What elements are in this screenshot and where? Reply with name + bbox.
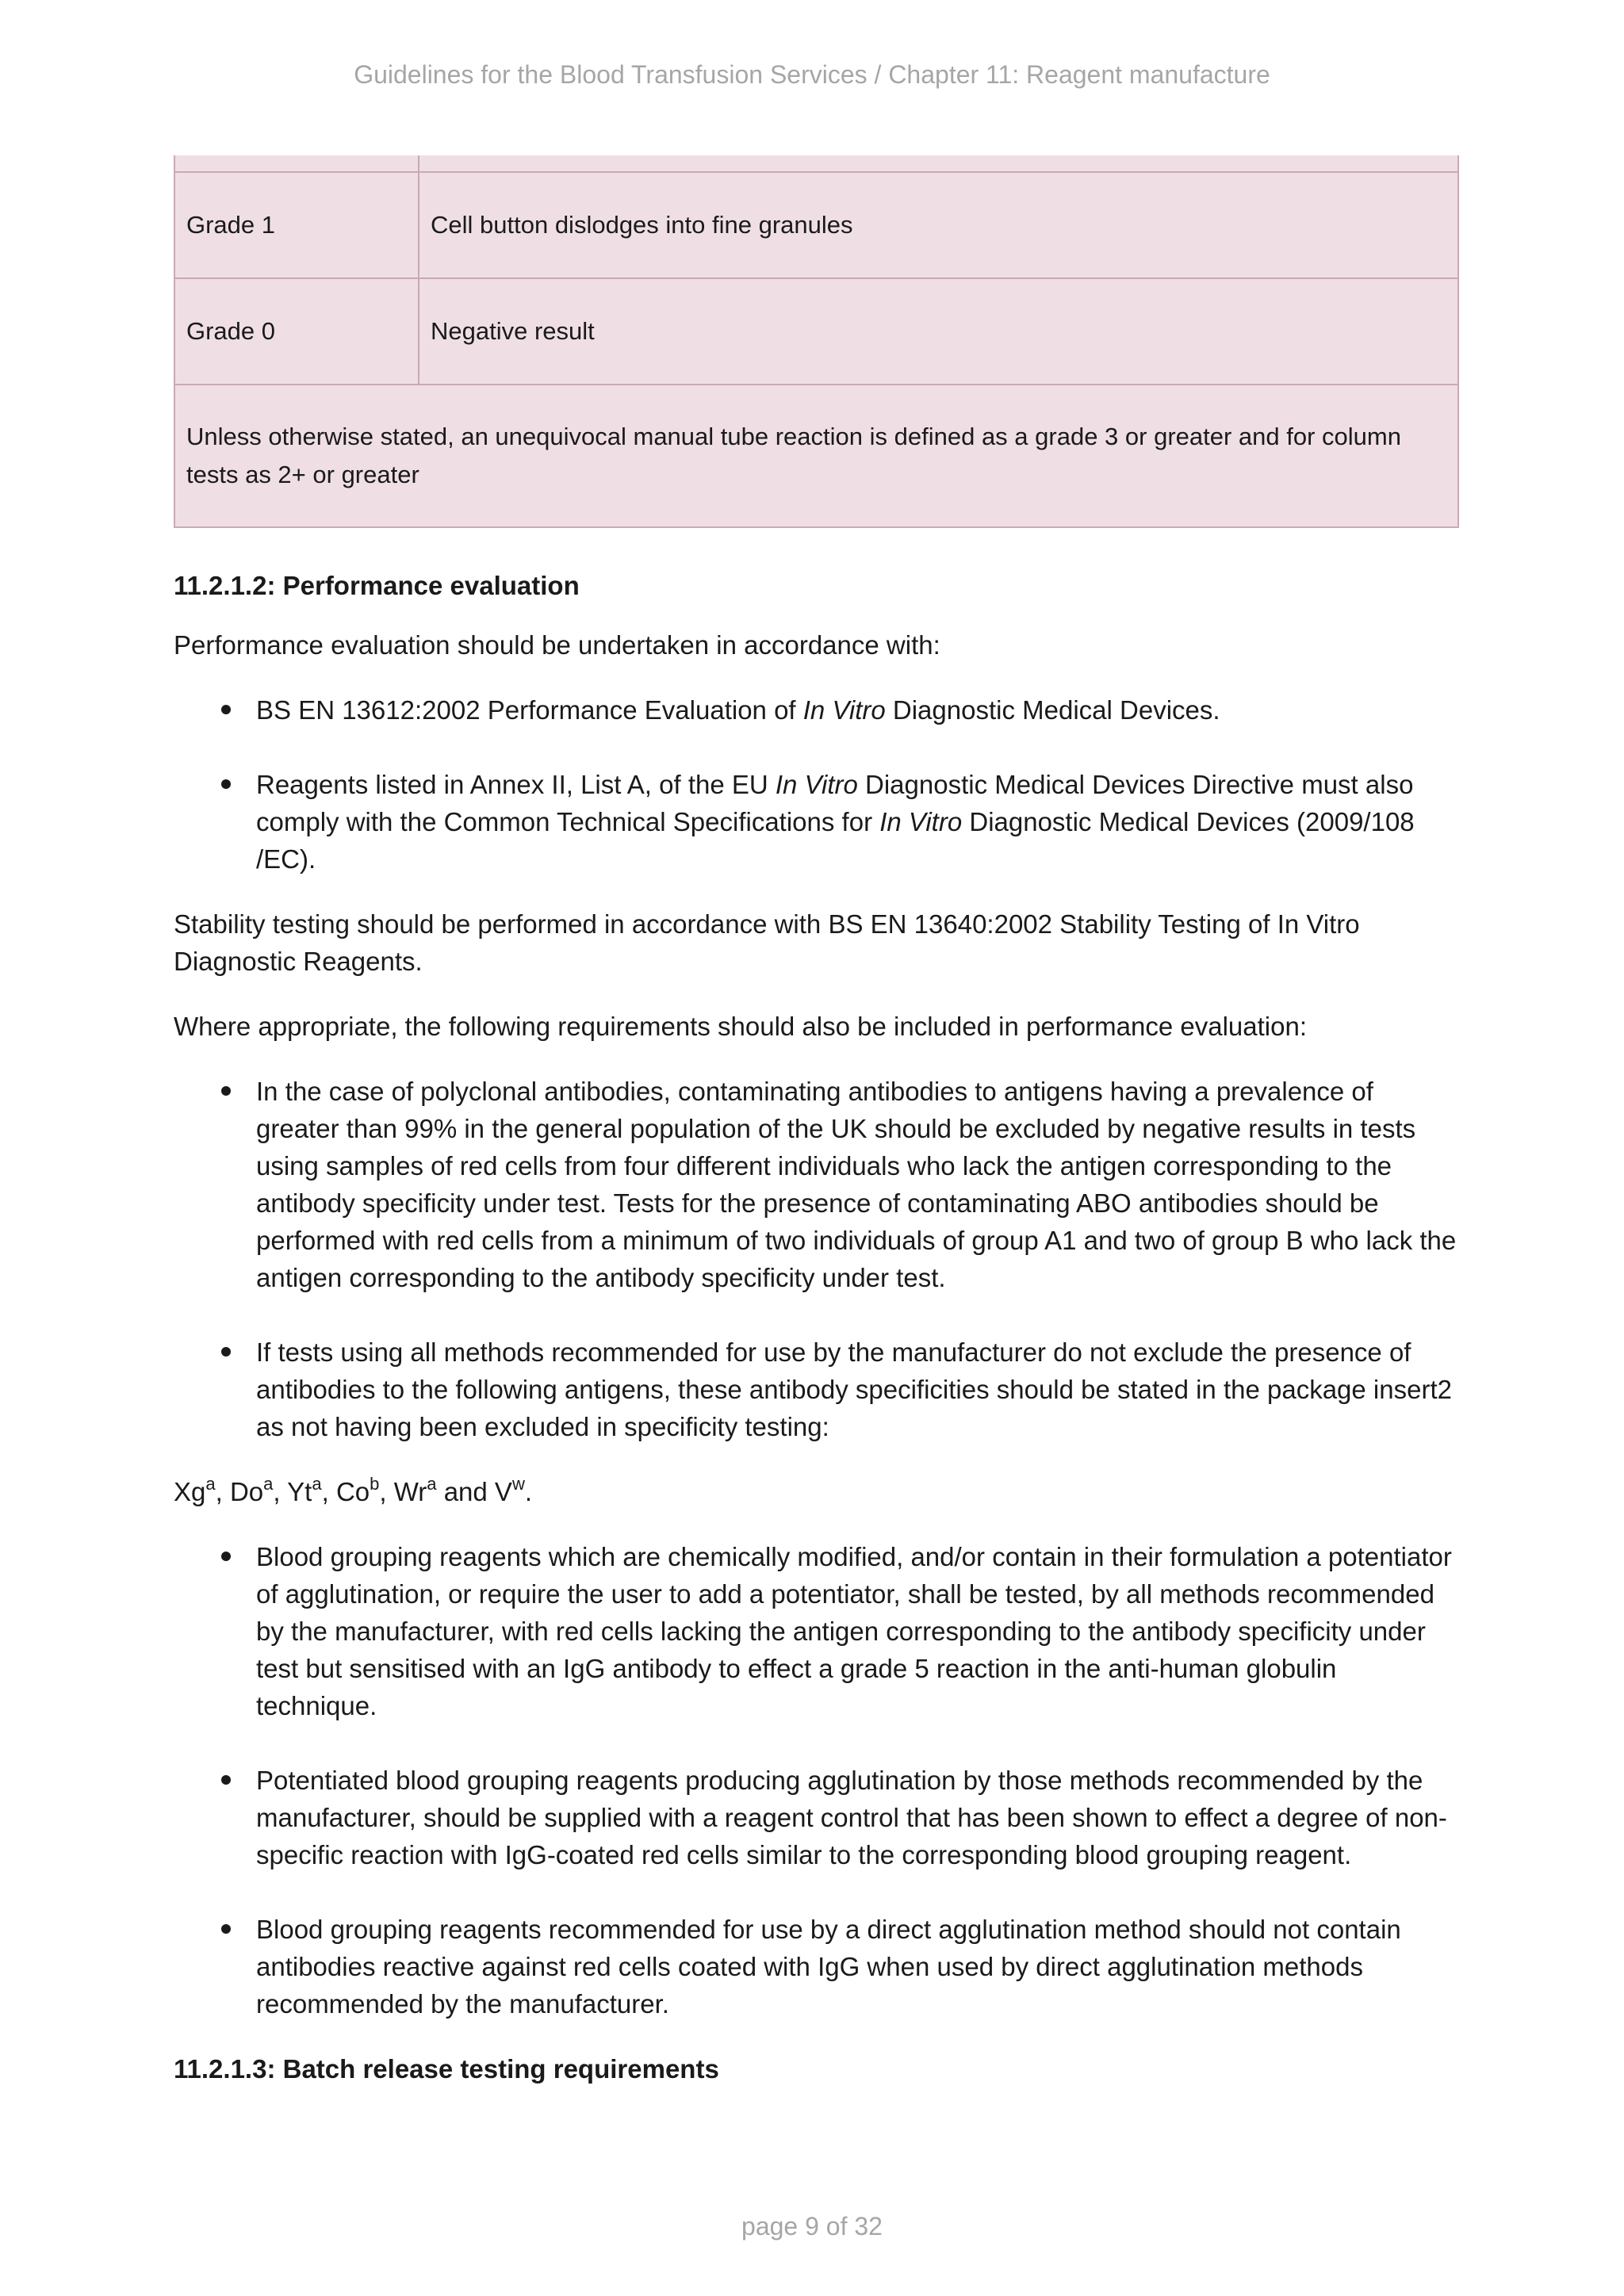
paragraph: Where appropriate, the following requirements should also be included in performance evaluation: xyxy=(174,1012,1308,1041)
list-item: Blood grouping reagents recommended for use by a direct agglutination method should not contain antibodies reactive against red cells coated with IgG when used by direct agglutination methods recommended by the manufacturer. xyxy=(256,1911,1459,2022)
bullet-icon xyxy=(221,1552,231,1561)
table-note-row xyxy=(174,385,1458,527)
bullet-icon xyxy=(221,779,231,789)
table-note: Unless otherwise stated, an unequivocal manual tube reaction is defined as a grade 3 or greater and for column tests as 2+ or greater xyxy=(174,385,1458,527)
list-item: If tests using all methods recommended for use by the manufacturer do not exclude the presence of antibodies to the following antigens, these antibody specificities should be stated in the package insert2 as not having been excluded in specificity testing: xyxy=(256,1334,1459,1445)
table-row xyxy=(174,172,1458,278)
bullet-list xyxy=(174,691,1459,878)
paragraph: Stability testing should be performed in accordance with BS EN 13640:2002 Stability Testing of In Vitro Diagnostic Reagents. xyxy=(174,909,1360,976)
bullet-icon xyxy=(221,705,231,714)
paragraph: Performance evaluation should be undertaken in accordance with: xyxy=(174,630,940,660)
document-body xyxy=(174,155,1459,2087)
grade-cell: Grade 0 xyxy=(174,278,419,385)
list-item: Blood grouping reagents which are chemically modified, and/or contain in their formulation a potentiator of agglutination, or require the user to add a potentiator, shall be tested, by all methods recommended by the manufacturer, with red cells lacking the antigen corresponding to the antibody specificity under test but sensitised with an IgG antibody to effect a grade 5 reaction in the anti-human globulin technique. xyxy=(256,1538,1459,1724)
bullet-icon xyxy=(221,1086,231,1096)
bullet-list xyxy=(174,1073,1459,1445)
table-row xyxy=(174,155,1458,172)
section-heading: 11.2.1.3: Batch release testing requirements xyxy=(174,2054,719,2084)
list-item: Reagents listed in Annex II, List A, of the EU In Vitro Diagnostic Medical Devices Directive must also comply with the Common Technical Specifications for In Vitro Diagnostic Medical Devices (2009/108 /EC). xyxy=(256,766,1459,878)
section-heading: 11.2.1.2: Performance evaluation xyxy=(174,571,580,600)
grade-table xyxy=(174,155,1459,528)
bullet-icon xyxy=(221,1924,231,1934)
list-item: Potentiated blood grouping reagents producing agglutination by those methods recommended by the manufacturer, should be supplied with a reagent control that has been shown to effect a degree of non-specific reaction with IgG-coated red cells similar to the corresponding blood grouping reagent. xyxy=(256,1762,1459,1873)
page-number: page 9 of 32 xyxy=(741,2212,883,2241)
table-row xyxy=(174,278,1458,385)
bullet-icon xyxy=(221,1775,231,1785)
grade-cell: Grade 1 xyxy=(174,172,419,278)
page-header: Guidelines for the Blood Transfusion Services / Chapter 11: Reagent manufacture xyxy=(354,60,1270,89)
description-cell: Negative result xyxy=(419,278,1458,385)
list-item: In the case of polyclonal antibodies, contaminating antibodies to antigens having a prevalence of greater than 99% in the general population of the UK should be excluded by negative results in tests using samples of red cells from four different individuals who lack the antigen corresponding to the antibody specificity under test. Tests for the presence of contaminating ABO antibodies should be performed with red cells from a minimum of two individuals of group A1 and two of group B who lack the antigen corresponding to the antibody specificity under test. xyxy=(256,1073,1459,1296)
description-cell: Cell button dislodges into fine granules xyxy=(419,172,1458,278)
antigen-list: Xg$^a$, Do$^a$, Yt$^a$, Co$^b$, Wr$^a$ and $V^w$. xyxy=(174,1474,532,1506)
bullet-list xyxy=(174,1538,1459,2022)
list-item: BS EN 13612:2002 Performance Evaluation of In Vitro Diagnostic Medical Devices. xyxy=(256,691,1459,729)
bullet-icon xyxy=(221,1347,231,1357)
